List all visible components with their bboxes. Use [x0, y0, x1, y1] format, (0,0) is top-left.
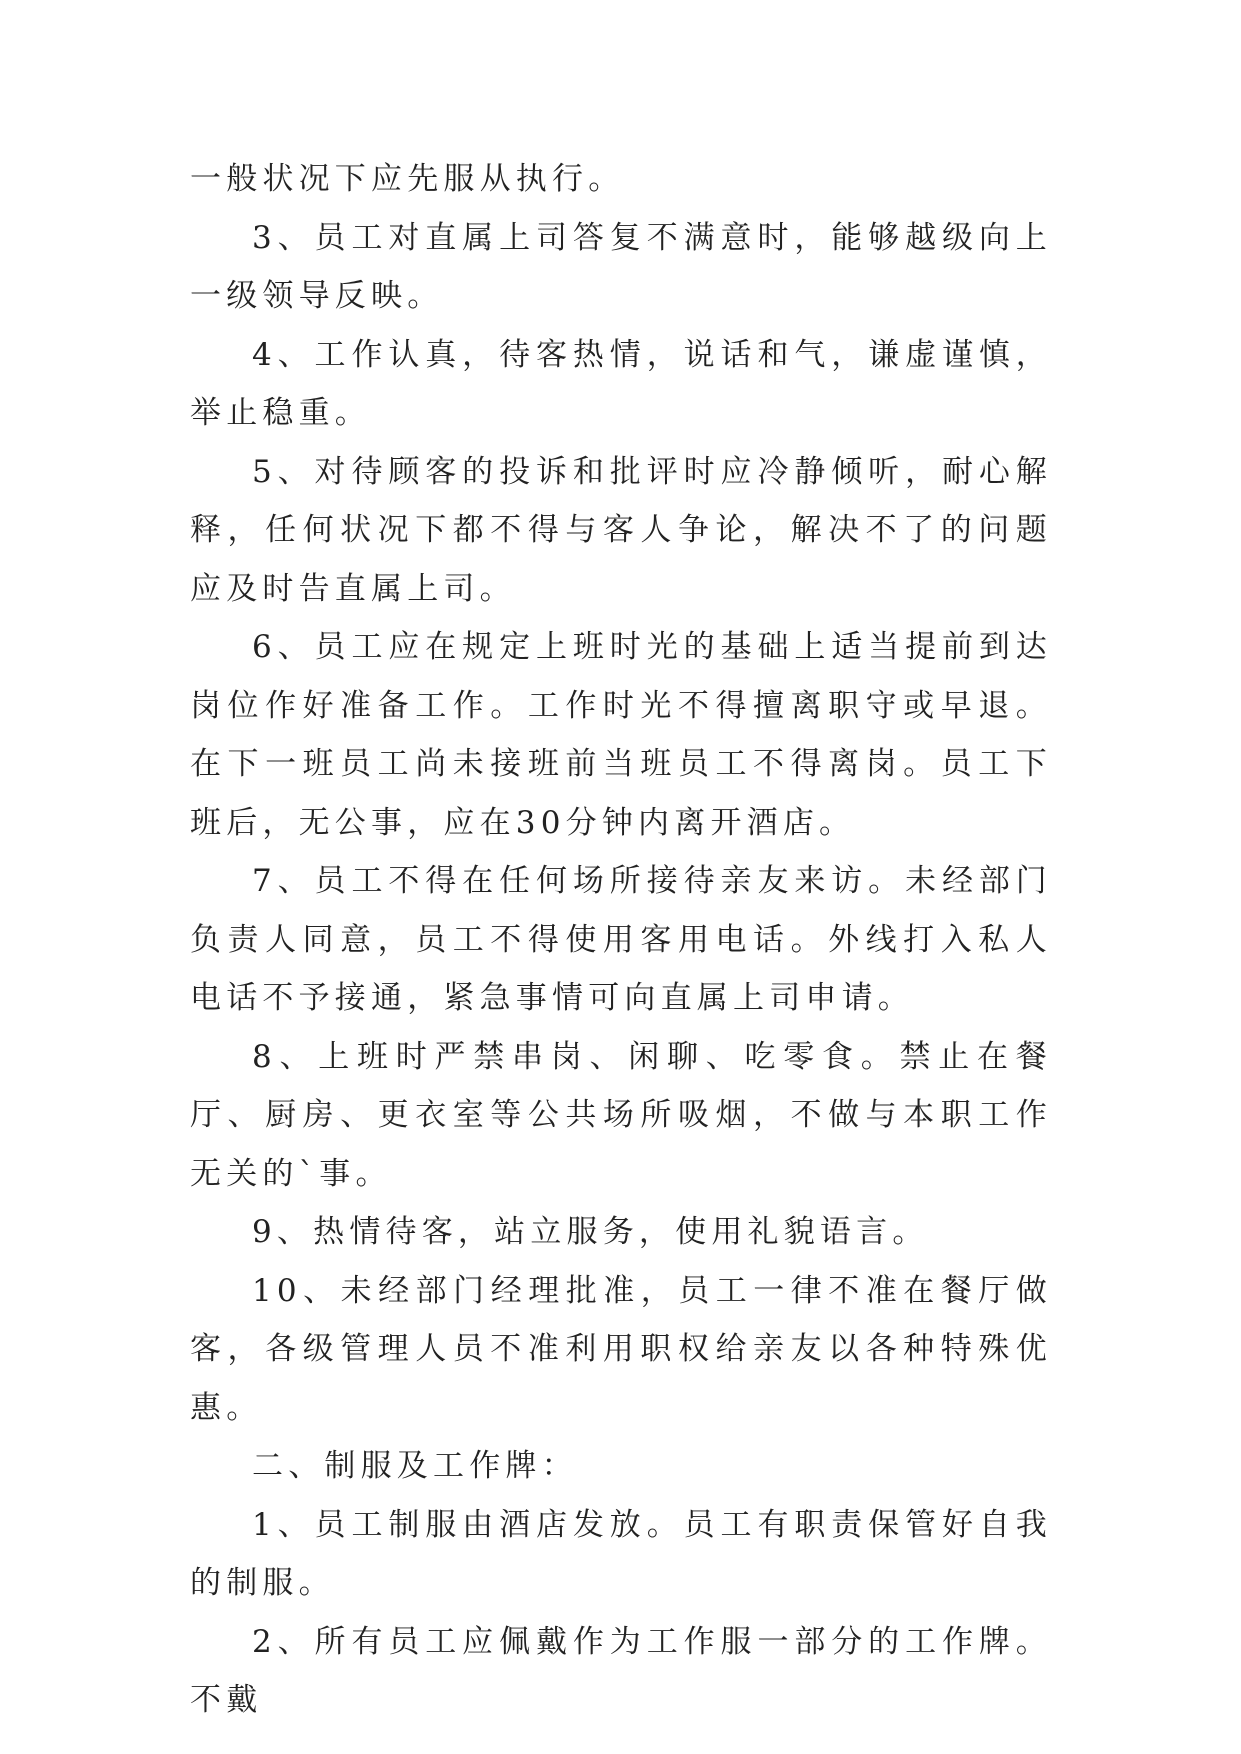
paragraph: 6、员工应在规定上班时光的基础上适当提前到达岗位作好准备工作。工作时光不得擅离职守或早退。在下一班员工尚未接班前当班员工不得离岗。员工下班后，无公事，应在30分钟内离开酒店。 — [190, 629, 1052, 841]
paragraph: 3、员工对直属上司答复不满意时，能够越级向上一级领导反映。 — [190, 219, 1052, 314]
paragraph: 5、对待顾客的投诉和批评时应冷静倾听，耐心解释，任何状况下都不得与客人争论，解决不了的问题应及时告直属上司。 — [190, 453, 1052, 607]
paragraph: 2、所有员工应佩戴作为工作服一部分的工作牌。不戴 — [190, 1623, 1052, 1718]
paragraph: 4、工作认真，待客热情，说话和气，谦虚谨慎，举止稳重。 — [190, 336, 1052, 431]
paragraph: 8、上班时严禁串岗、闲聊、吃零食。禁止在餐厅、厨房、更衣室等公共场所吸烟，不做与本职工作无关的`事。 — [190, 1038, 1052, 1192]
paragraph: 1、员工制服由酒店发放。员工有职责保管好自我的制服。 — [190, 1506, 1052, 1601]
paragraph: 10、未经部门经理批准，员工一律不准在餐厅做客，各级管理人员不准利用职权给亲友以各种特殊优惠。 — [190, 1272, 1052, 1426]
paragraph: 一般状况下应先服从执行。 — [190, 161, 625, 197]
section-heading: 二、制服及工作牌： — [252, 1448, 578, 1484]
paragraph: 7、员工不得在任何场所接待亲友来访。未经部门负责人同意，员工不得使用客用电话。外线打入私人电话不予接通，紧急事情可向直属上司申请。 — [190, 863, 1052, 1016]
paragraph: 9、热情待客，站立服务，使用礼貌语言。 — [252, 1214, 929, 1250]
body-text — [190, 150, 1052, 1730]
